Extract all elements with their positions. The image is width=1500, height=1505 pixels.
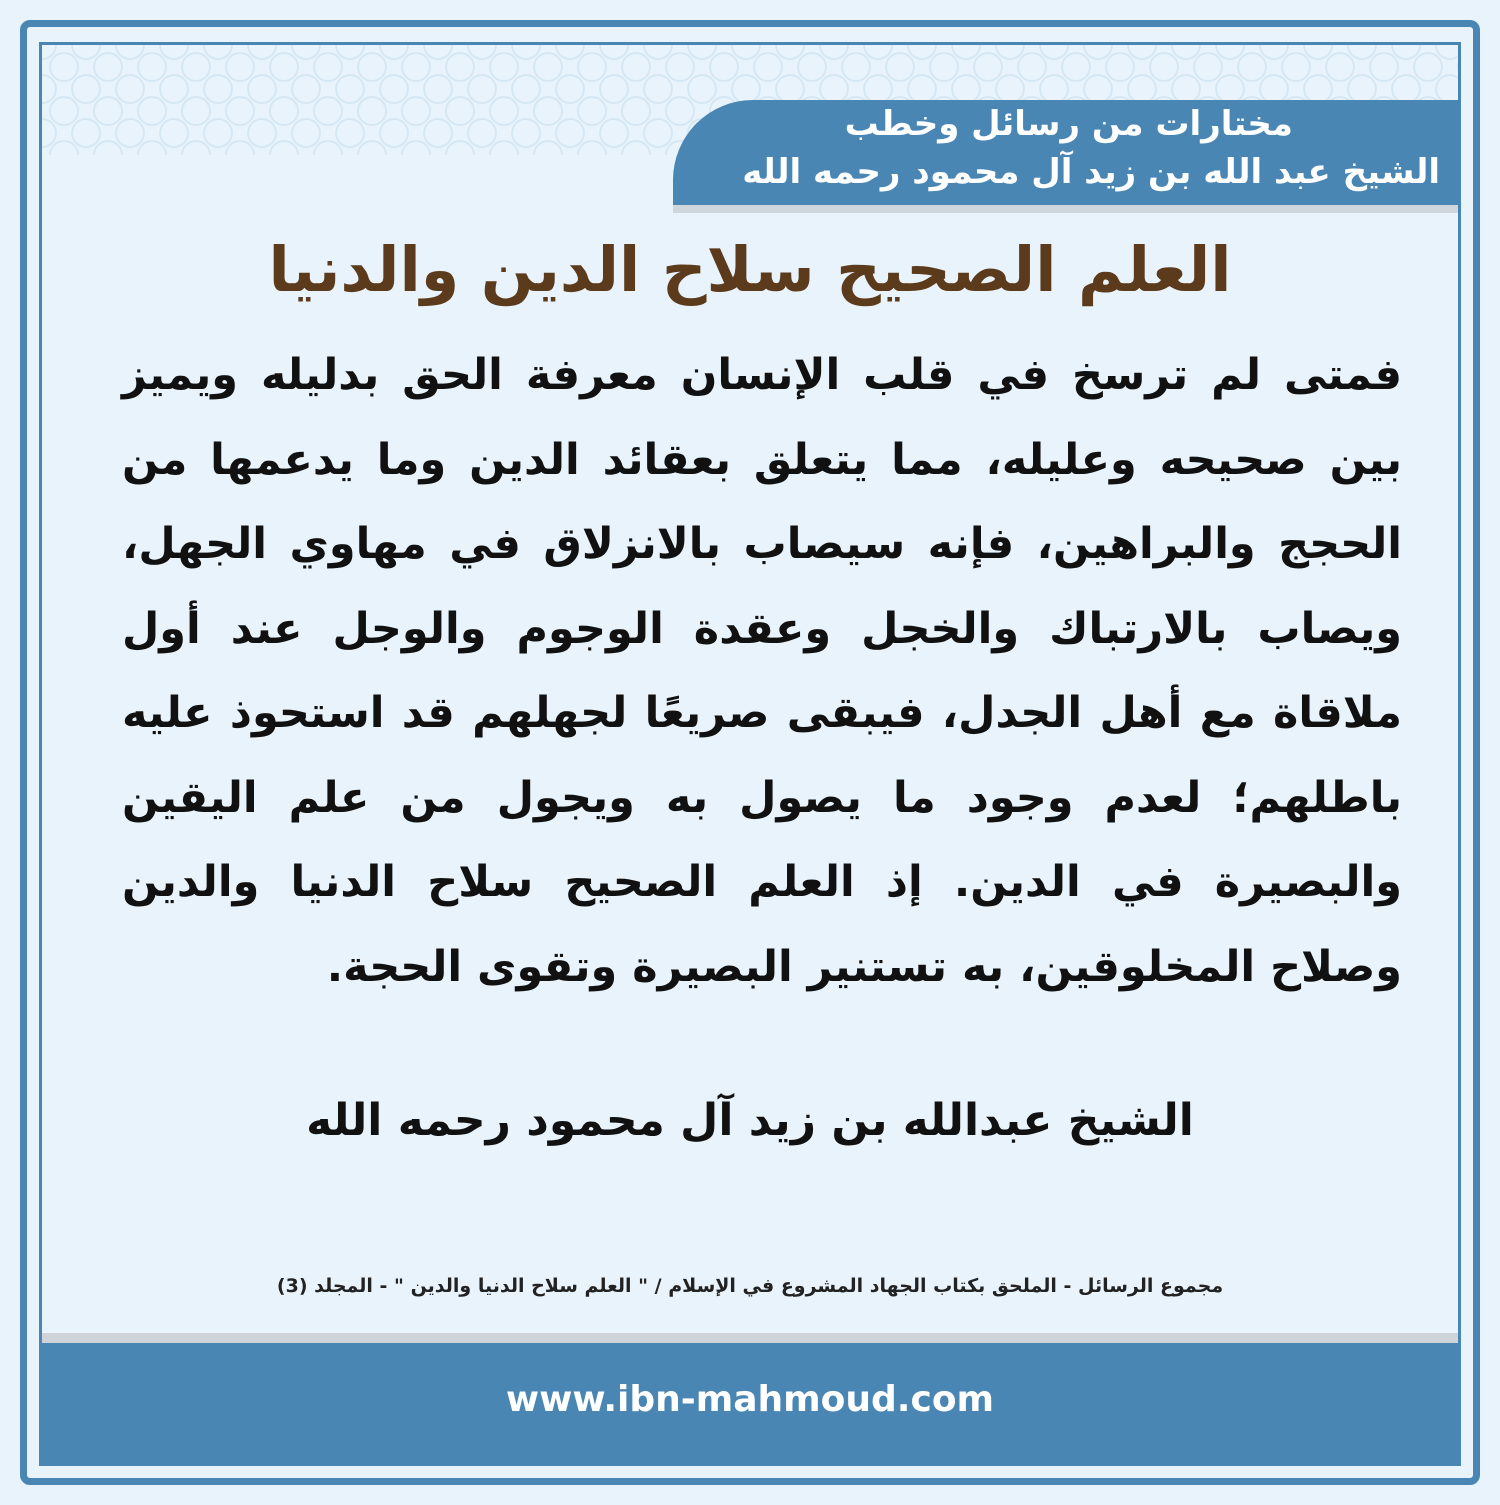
header-subtitle: مختارات من رسائل وخطب	[844, 104, 1293, 144]
header-author: الشيخ عبد الله بن زيد آل محمود رحمه الله	[742, 152, 1440, 192]
quote-body: فمتى لم ترسخ في قلب الإنسان معرفة الحق بدليله ويميز بين صحيحه وعليله، مما يتعلق بعقائد الدين وما يدعمها من الحجج والبراهين، فإنه سيصاب بالانزلاق في مهاوي الجهل، ويصاب بالارتباك والخجل وعقدة الوجوم والوجل عند أول ملاقاة مع أهل الجدل، فيبقى صريعًا لجهلهم قد استحوذ عليه باطلهم؛ لعدم وجود ما يصول به ويجول من علم اليقين والبصيرة في الدين. إذ العلم الصحيح سلاح الدنيا والدين وصلاح المخلوقين، به تستنير البصيرة وتقوى الحجة.	[122, 350, 1402, 992]
page-title: العلم الصحيح سلاح الدين والدنيا	[268, 233, 1232, 306]
author-signature: الشيخ عبدالله بن زيد آل محمود رحمه الله	[306, 1095, 1194, 1146]
header-banner	[673, 100, 1458, 205]
inner-frame	[39, 42, 1461, 1466]
footer-bar	[42, 1343, 1458, 1466]
website-link[interactable]: www.ibn-mahmoud.com	[505, 1379, 995, 1420]
source-citation: مجموع الرسائل - الملحق بكتاب الجهاد المشروع في الإسلام / " العلم سلاح الدنيا والدين " - المجلد (3)	[276, 1275, 1224, 1297]
